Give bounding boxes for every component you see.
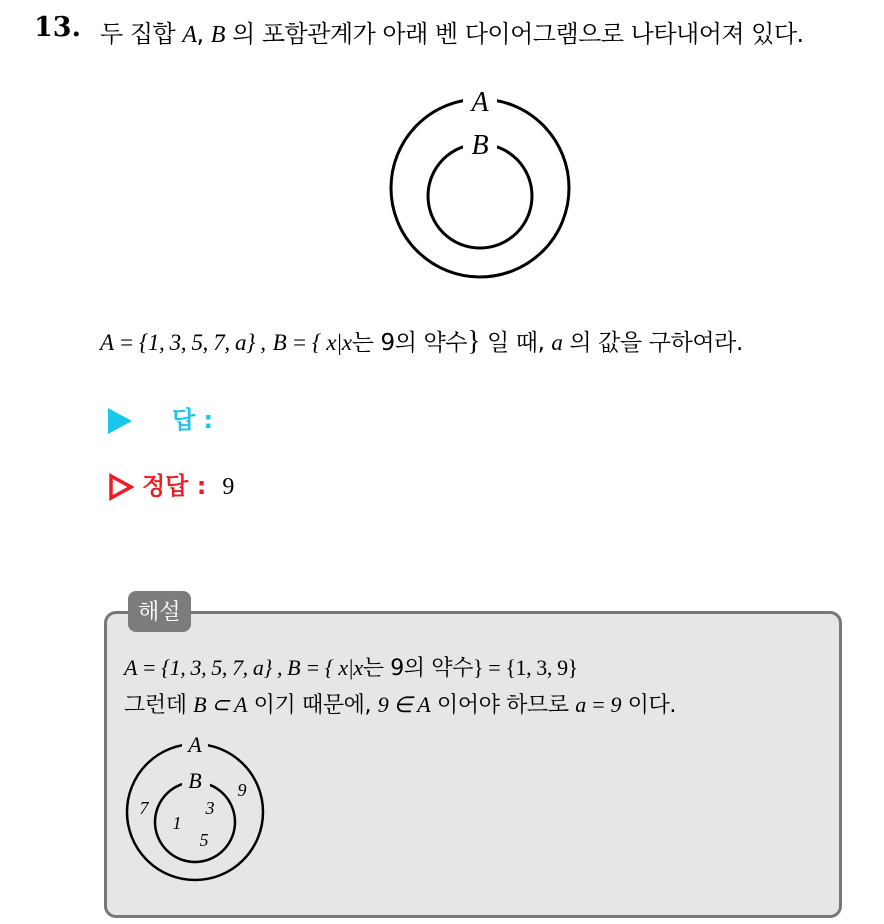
element-5: 5 — [199, 830, 209, 850]
set-b-symbol: B — [210, 22, 225, 48]
question-comma: , — [196, 20, 211, 48]
cond-b-definition-end: } — [467, 326, 481, 357]
correct-answer-value: 9 — [222, 474, 235, 500]
solution-venn-label-b: B — [188, 768, 202, 793]
set-a-symbol: A — [182, 22, 197, 48]
element-1: 1 — [172, 813, 182, 833]
solution-subset-relation: B ⊂ A — [193, 692, 248, 717]
answer-row — [108, 400, 213, 435]
venn-diagram-main — [385, 82, 575, 282]
element-9: 9 — [237, 780, 247, 800]
question-text-before: 두 집합 — [100, 20, 183, 48]
cond-b-definition-mid: 는 9의 약수 — [351, 330, 468, 356]
question-text-after: 의 포함관계가 아래 벤 다이어그램으로 나타내어져 있다. — [224, 20, 804, 48]
solution-sets-start: A = {1, 3, 5, 7, a} , B = { x|x — [124, 655, 363, 680]
solution-sets-end: } = {1, 3, 9} — [472, 655, 578, 680]
condition-statement — [100, 324, 743, 358]
solution-line-1 — [124, 651, 578, 682]
solution-venn-label-a: A — [188, 734, 202, 757]
solution-inner-circle-b — [155, 782, 235, 862]
solution-tab: 해설 — [128, 591, 191, 632]
solution-equation: a = 9 — [575, 692, 622, 717]
solution-line2-start: 그런데 — [124, 693, 194, 718]
question-number: 13. — [34, 12, 81, 43]
element-3: 3 — [205, 798, 215, 818]
cond-b-definition-start: B = { x|x — [272, 330, 352, 355]
solution-line-2 — [124, 688, 676, 719]
cond-variable: a — [551, 330, 563, 355]
solution-line2-mid2: 이어야 하므로 — [430, 693, 576, 718]
answer-label: 답 : — [172, 406, 214, 434]
question-text — [100, 14, 804, 49]
venn-diagram-solution — [122, 734, 272, 884]
venn-label-a: A — [471, 87, 489, 118]
correct-answer-label: 정답 : — [142, 472, 207, 500]
solution-line2-end: 이다. — [621, 693, 676, 718]
cond-a-definition: A = {1, 3, 5, 7, a} , — [100, 330, 266, 355]
cond-text-end: 의 값을 구하여라. — [562, 330, 743, 356]
outer-circle-a — [391, 99, 569, 277]
cond-text-when: 일 때, — [480, 330, 552, 356]
filled-triangle-icon — [108, 408, 132, 434]
element-7: 7 — [139, 798, 149, 818]
outline-triangle-icon — [108, 473, 134, 501]
solution-sets-mid: 는 9의 약수 — [362, 656, 473, 681]
correct-answer-row — [108, 466, 234, 501]
venn-label-b: B — [471, 130, 489, 161]
solution-line2-mid: 이기 때문에, — [247, 693, 378, 718]
solution-element-relation: 9 ∈ A — [377, 692, 431, 717]
